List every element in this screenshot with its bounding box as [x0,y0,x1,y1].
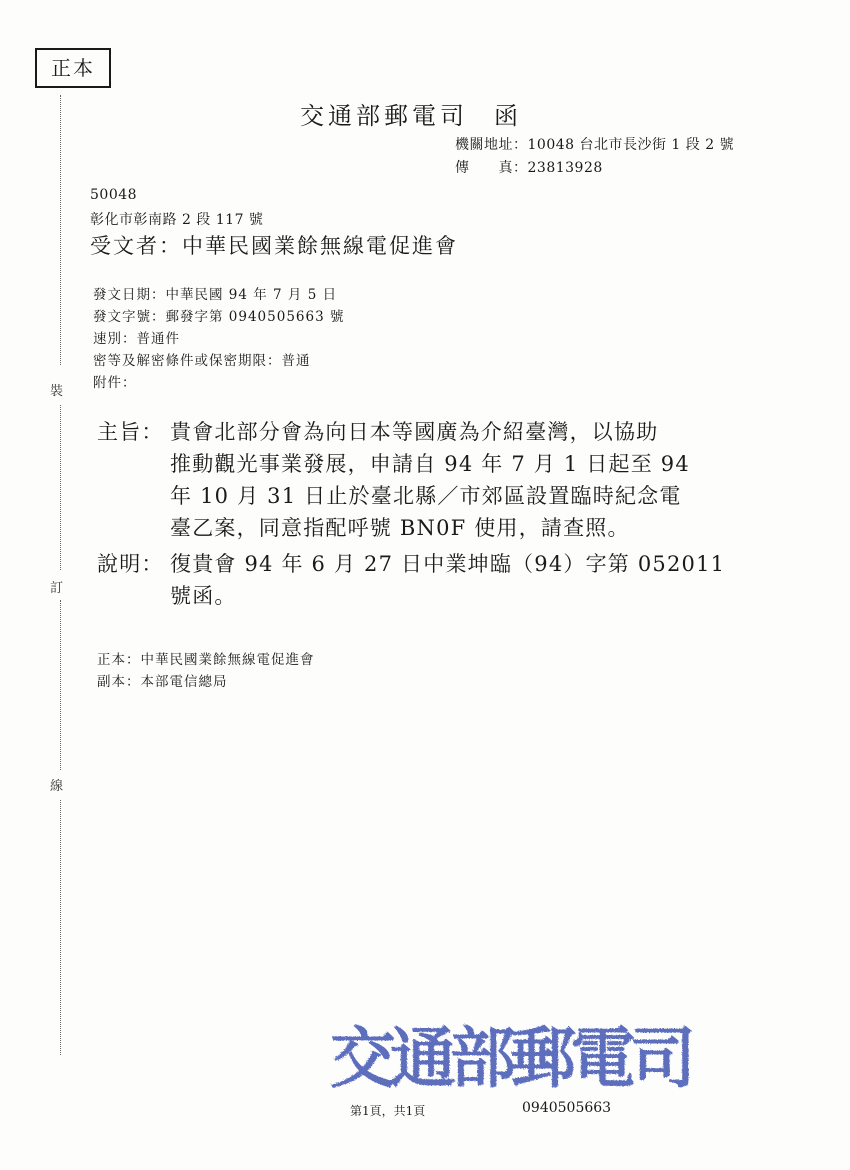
fax-label: 傳 真： [455,160,528,176]
explanation-line-1: 復貴會 94 年 6 月 27 日中業坤臨（94）字第 052011 [170,552,726,576]
attachments: 附件： [93,375,137,391]
postal-code: 50048 [90,187,138,203]
subject-label: 主旨： [97,420,164,444]
binding-line-top [60,95,61,365]
subject-line-4: 臺乙案，同意指配呼號 BN0F 使用，請查照。 [170,516,630,540]
document-title [300,96,522,131]
explanation-line-2: 號函。 [170,584,237,608]
delivery-speed: 速別：普通件 [93,331,180,347]
distribution-original: 正本：中華民國業餘無線電促進會 [97,652,315,668]
footer-document-number: 0940505663 [522,1100,612,1116]
binding-mark-bind: 裝 [50,384,64,399]
fax-value: 23813928 [527,160,603,176]
recipient-address: 彰化市彰南路 2 段 117 號 [90,212,264,228]
agency-address [455,134,734,154]
document-number: 發文字號：郵發字第 0940505663 號 [93,309,345,325]
original-copy-stamp: 正本 [35,48,111,88]
binding-mark-line: 線 [50,779,64,794]
agency-fax [455,157,603,177]
subject-line-3: 年 10 月 31 日止於臺北縣／市郊區設置臨時紀念電 [170,484,682,508]
binding-line-mid [60,405,61,570]
svg-text:交通部郵電司: 交通部郵電司 [330,1019,690,1097]
secrecy-level: 密等及解密條件或保密期限：普通 [93,353,311,369]
address-value: 10048 台北市長沙街 1 段 2 號 [527,137,735,153]
subject-line-1: 貴會北部分會為向日本等國廣為介紹臺灣，以協助 [170,420,659,444]
binding-mark-staple: 訂 [50,581,64,596]
recipient-line: 受文者：中華民國業餘無線電促進會 [90,234,458,258]
binding-line-bottom [60,800,61,1055]
document-type: 函 [494,102,522,130]
issuing-org: 交通部郵電司 [300,102,468,130]
distribution-copy: 副本：本部電信總局 [97,674,228,690]
explanation-label: 說明： [97,552,164,576]
issue-date: 發文日期：中華民國 94 年 7 月 5 日 [93,287,338,303]
official-seal [330,1005,690,1097]
address-label: 機關地址： [455,137,528,153]
binding-line-lower [60,600,61,770]
subject-line-2: 推動觀光事業發展，申請自 94 年 7 月 1 日起至 94 [170,452,690,476]
page-indicator: 第1頁，共1頁 [350,1104,426,1118]
